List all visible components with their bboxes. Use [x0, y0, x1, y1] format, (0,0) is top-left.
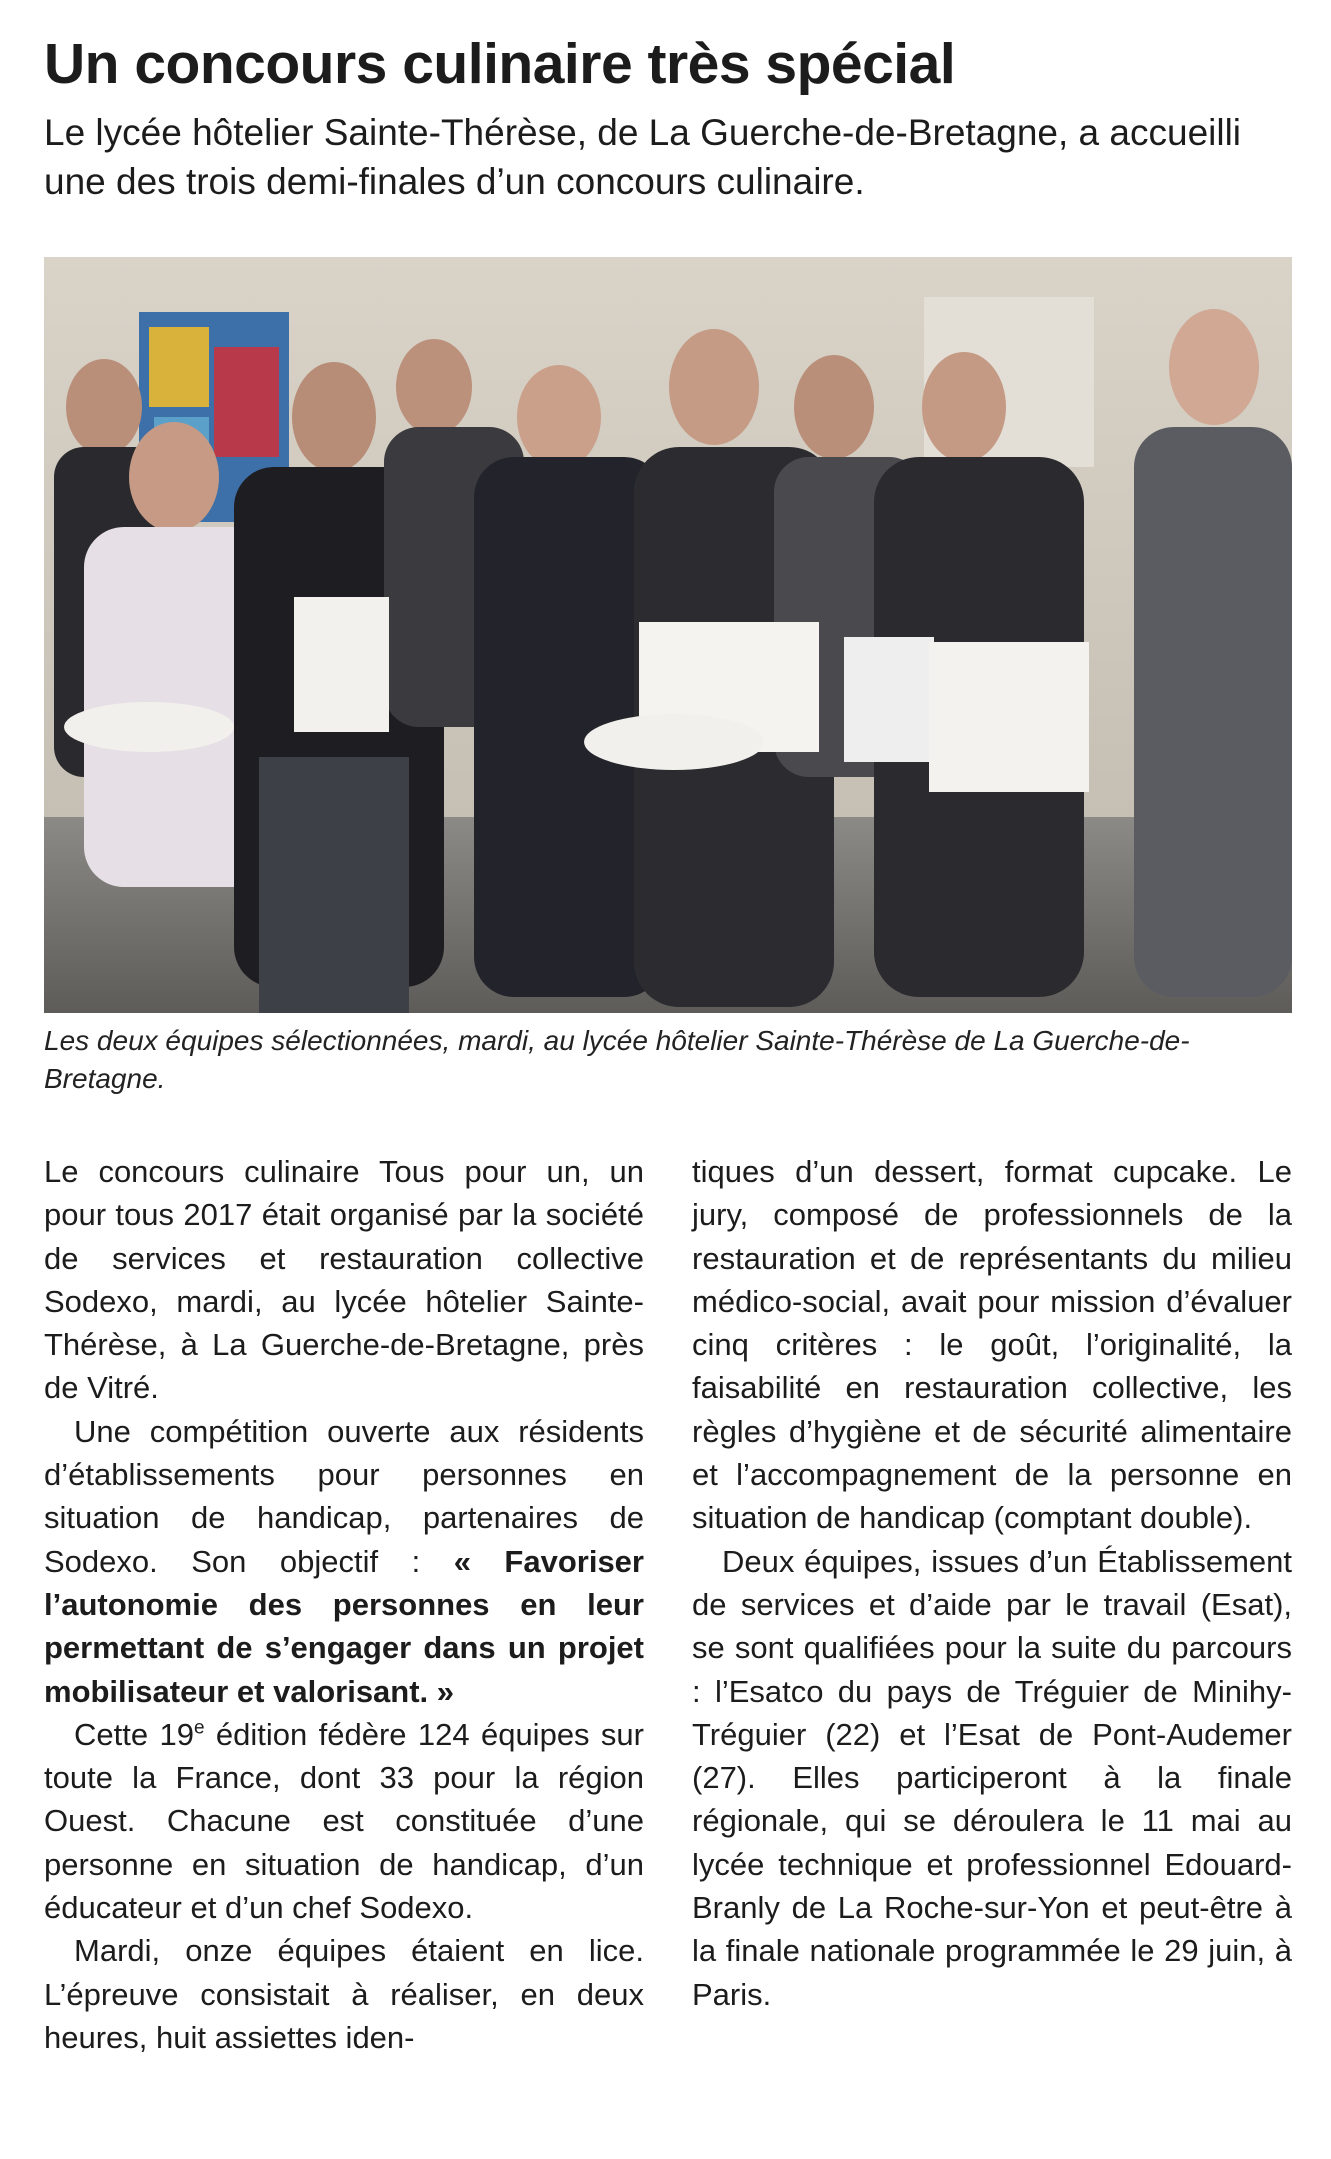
paragraph-text: Une compétition ouverte aux résidents d’établissements pour personnes en situation de handicap, partenaires de Sodexo. Son objectif :	[44, 1413, 644, 1579]
plate	[584, 714, 764, 770]
paragraph	[44, 1713, 644, 1929]
diploma	[294, 597, 389, 732]
paragraph	[44, 1410, 644, 1713]
paragraph-text: édition fédère 124 équipes sur toute la France, dont 33 pour la région Ouest. Chacune est constituée d’une personne en situation de handicap, d’un éducateur et d’un chef Sodexo.	[44, 1716, 644, 1926]
paragraph: Deux équipes, issues d’un Établissement de services et d’aide par le travail (Esat), se sont qualifiées pour la suite du parcours : l’Esatco du pays de Tréguier de Minihy-Tréguier (22) et l’Esat de Pont-Audemer (27). Elles participeront à la finale régionale, qui se déroulera le 11 mai au lycée technique et professionnel Edouard-Branly de La Roche-sur-Yon et peut-être à la finale nationale programmée le 29 juin, à Paris.	[692, 1543, 1292, 2012]
paragraph-text: Cette 19	[74, 1716, 194, 1752]
diploma	[844, 637, 934, 762]
paragraph: Le concours culinaire Tous pour un, un pour tous 2017 était organisé par la société de services et restauration collective Sodexo, mardi, au lycée hôtelier Sainte-Thérèse, à La Guerche-de-Bretagne, près de Vitré.	[44, 1154, 644, 1406]
article-title: Un concours culinaire très spécial	[44, 32, 956, 96]
diploma	[929, 642, 1089, 792]
paragraph: tiques d’un dessert, format cupcake. Le jury, composé de professionnels de la restauration et de représentants du milieu médico-social, avait pour mission d’évaluer cinq critères : le goût, l’originalité, la faisabilité en restauration collective, les règles d’hygiène et de sécurité alimentaire et l’accompagnement de la personne en situation de handicap (comptant double).	[692, 1154, 1292, 1536]
article-photo	[44, 257, 1292, 1013]
plate	[64, 702, 234, 752]
article-column-right	[692, 1150, 1292, 2016]
superscript: e	[193, 1717, 205, 1739]
quote: « Favoriser l’autonomie des personnes en leur permettant de s’engager dans un projet mobilisateur et valorisant. »	[44, 1543, 644, 1709]
article-column-left	[44, 1150, 644, 2059]
photo-caption: Les deux équipes sélectionnées, mardi, au lycée hôtelier Sainte-Thérèse de La Guerche-de-Bretagne.	[44, 1025, 1190, 1094]
paragraph: Mardi, onze équipes étaient en lice. L’épreuve consistait à réaliser, en deux heures, huit assiettes iden-	[44, 1933, 644, 2055]
article-subtitle: Le lycée hôtelier Sainte-Thérèse, de La Guerche-de-Bretagne, a accueilli une des trois demi-finales d’un concours culinaire.	[44, 112, 1242, 202]
gift-bag	[259, 757, 409, 1013]
